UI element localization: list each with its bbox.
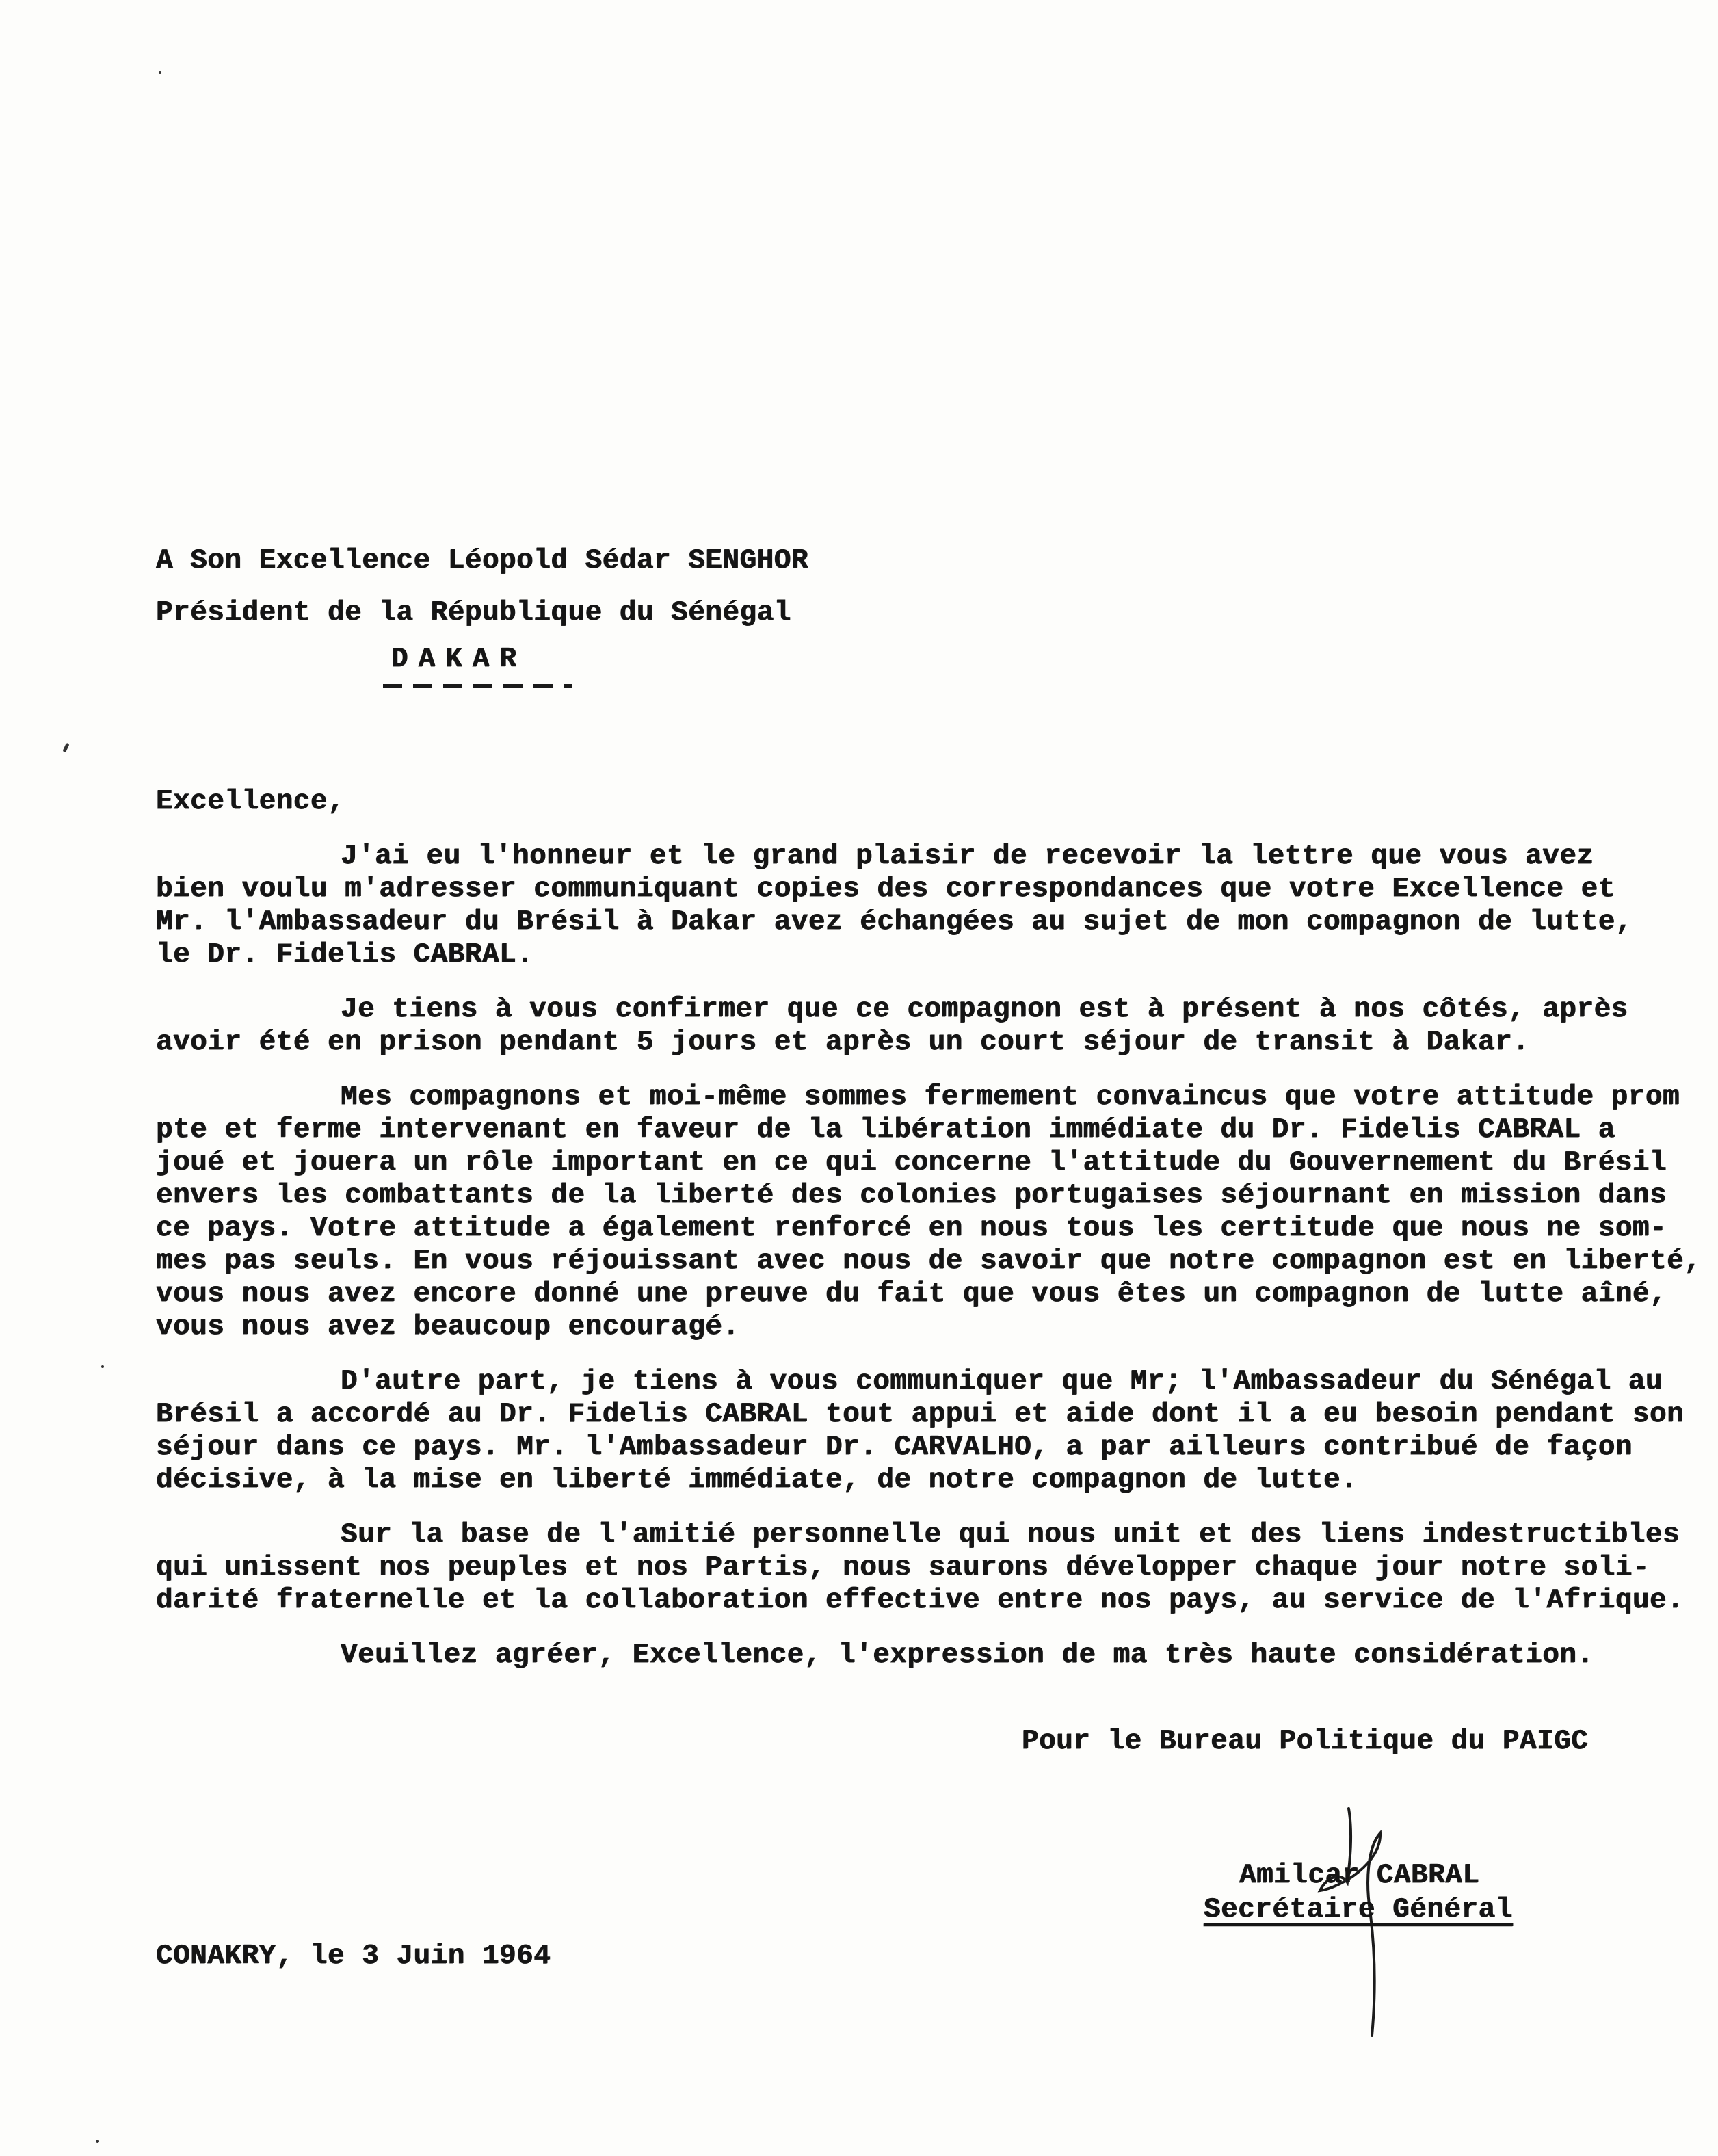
paragraph-4-line-1: D'autre part, je tiens à vous communiquer que Mr; l'Ambassadeur du Sénégal au xyxy=(341,1366,1663,1397)
paragraph-4-line-3: séjour dans ce pays. Mr. l'Ambassadeur Dr. CARVALHO, a par ailleurs contribué de façon xyxy=(156,1432,1633,1463)
paragraph-3-line-2: pte et ferme intervenant en faveur de la libération immédiate du Dr. Fidelis CABRAL a xyxy=(156,1114,1615,1146)
recipient-line-2: Président de la République du Sénégal xyxy=(156,597,791,629)
paragraph-5-line-3: darité fraternelle et la collaboration effective entre nos pays, au service de l'Afrique. xyxy=(156,1585,1684,1616)
paragraph-3-line-7: vous nous avez encore donné une preuve du fait que vous êtes un compagnon de lutte aîné, xyxy=(156,1278,1667,1310)
paper-speck xyxy=(62,743,69,753)
paragraph-3-line-1: Mes compagnons et moi-même sommes fermement convaincus que votre attitude prom xyxy=(341,1081,1680,1113)
paragraph-6-line-1: Veuillez agréer, Excellence, l'expression de ma très haute considération. xyxy=(341,1640,1594,1671)
paragraph-5-line-2: qui unissent nos peuples et nos Partis, nous saurons développer chaque jour notre soli- xyxy=(156,1552,1650,1583)
signatory-title: Secrétaire Général xyxy=(1204,1894,1513,1925)
recipient-city: DAKAR xyxy=(391,644,527,675)
paragraph-3-line-8: vous nous avez beaucoup encouragé. xyxy=(156,1311,740,1343)
signatory-name: Amilcar CABRAL xyxy=(1239,1860,1480,1891)
paragraph-4-line-4: décisive, à la mise en liberté immédiate, de notre compagnon de lutte. xyxy=(156,1464,1358,1496)
paragraph-1-line-1: J'ai eu l'honneur et le grand plaisir de recevoir la lettre que vous avez xyxy=(341,841,1594,872)
paragraph-3-line-6: mes pas seuls. En vous réjouissant avec nous de savoir que notre compagnon est en liberté, xyxy=(156,1246,1702,1277)
paragraph-3-line-5: ce pays. Votre attitude a également renforcé en nous tous les certitude que nous ne som- xyxy=(156,1213,1667,1244)
paper-speck xyxy=(101,1365,104,1368)
paper-speck xyxy=(159,71,161,74)
paragraph-4-line-2: Brésil a accordé au Dr. Fidelis CABRAL tout appui et aide dont il a eu besoin pendant son xyxy=(156,1399,1684,1430)
paragraph-2-line-1: Je tiens à vous confirmer que ce compagnon est à présent à nos côtés, après xyxy=(341,994,1628,1025)
paragraph-1-line-4: le Dr. Fidelis CABRAL. xyxy=(156,939,534,971)
place-and-date: CONAKRY, le 3 Juin 1964 xyxy=(156,1941,551,1972)
salutation: Excellence, xyxy=(156,786,345,817)
paragraph-1-line-2: bien voulu m'adresser communiquant copies des correspondances que votre Excellence et xyxy=(156,873,1615,905)
paragraph-1-line-3: Mr. l'Ambassadeur du Brésil à Dakar avez échangées au sujet de mon compagnon de lutte, xyxy=(156,906,1633,938)
paper-speck xyxy=(96,2140,99,2143)
closing-line: Pour le Bureau Politique du PAIGC xyxy=(1022,1726,1589,1757)
paragraph-2-line-2: avoir été en prison pendant 5 jours et après un court séjour de transit à Dakar. xyxy=(156,1027,1530,1058)
paragraph-3-line-4: envers les combattants de la liberté des colonies portugaises séjournant en mission dans xyxy=(156,1180,1667,1211)
city-underline xyxy=(383,684,572,688)
paragraph-5-line-1: Sur la base de l'amitié personnelle qui nous unit et des liens indestructibles xyxy=(341,1519,1680,1551)
paragraph-3-line-3: joué et jouera un rôle important en ce qui concerne l'attitude du Gouvernement du Brésil xyxy=(156,1147,1667,1179)
recipient-line-1: A Son Excellence Léopold Sédar SENGHOR xyxy=(156,545,808,577)
